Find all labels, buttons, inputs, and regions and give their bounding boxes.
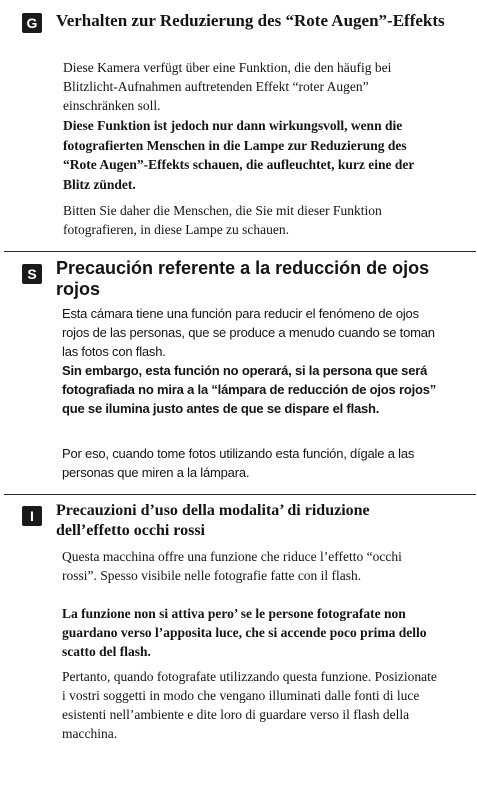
paragraph-warning-spanish: Sin embargo, esta función no operará, si la persona que será fotografiada no mira a la “lámpara de reducción de ojos rojos” que se ilumina justo antes de que se dispare el flash. — [62, 363, 437, 416]
paragraph-intro-german: Diese Kamera verfügt über eine Funktion, die den häufig bei Blitzlicht-Aufnahmen auftretenden Effekt “roter Augen” einschränken soll. — [63, 60, 392, 113]
section-title-spanish: Precaución referente a la reducción de ojos rojos — [56, 258, 430, 299]
language-badge-i: I — [22, 506, 42, 526]
section-spanish — [0, 252, 477, 494]
section-italian — [0, 495, 477, 795]
paragraph-advice-german: Bitten Sie daher die Menschen, die Sie mit dieser Funktion fotografieren, in diese Lampe zu schauen. — [63, 203, 382, 237]
paragraph-intro-spanish: Esta cámara tiene una función para reducir el fenómeno de ojos rojos de las personas, que se produce a menudo cuando se toman las fotos con flash. — [62, 306, 435, 359]
paragraph-intro-italian: Questa macchina offre una funzione che riduce l’effetto “occhi rossi”. Spesso visibile nelle fotografie fatte con il flash. — [62, 549, 402, 583]
section-german — [0, 0, 477, 250]
section-title-german: Verhalten zur Reduzierung des “Rote Augen”-Effekts — [56, 11, 445, 30]
paragraph-warning-german: Diese Funktion ist jedoch nur dann wirkungsvoll, wenn die fotografierten Menschen in die Lampe zur Reduzierung des “Rote Augen”-Effekts schauen, die aufleuchtet, kurz eine der Blitz zündet. — [63, 118, 415, 192]
paragraph-advice-italian: Pertanto, quando fotografate utilizzando questa funzione. Posizionate i vostri soggetti in modo che vengano illuminati dalle fonti di luce esistenti nell’ambiente e dite loro di guardare verso il flash della macchina. — [62, 669, 437, 741]
section-title-italian: Precauzioni d’uso della modalita’ di riduzione dell’effetto occhi rossi — [56, 502, 370, 539]
paragraph-advice-spanish: Por eso, cuando tome fotos utilizando esta función, dígale a las personas que miren a la lámpara. — [62, 446, 415, 480]
paragraph-warning-italian: La funzione non si attiva pero’ se le persone fotografate non guardano verso l’apposita luce, che si accende poco prima dello scatto del flash. — [62, 606, 427, 659]
language-badge-g: G — [22, 13, 42, 33]
language-badge-s: S — [22, 264, 42, 284]
